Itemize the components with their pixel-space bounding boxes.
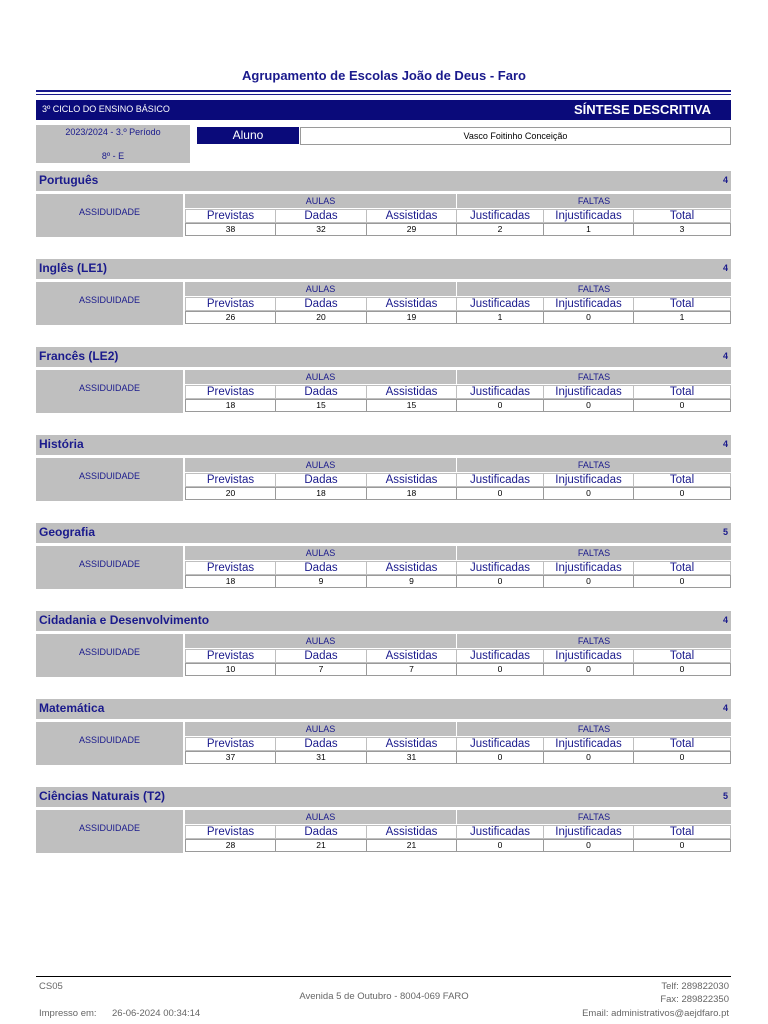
column-header: Injustificadas bbox=[543, 737, 634, 751]
column-header: Dadas bbox=[275, 737, 367, 751]
column-header: Injustificadas bbox=[543, 297, 634, 311]
attendance-value: 1 bbox=[543, 223, 634, 236]
column-header: Assistidas bbox=[366, 737, 457, 751]
column-header: Justificadas bbox=[456, 561, 544, 575]
email: Email: administrativos@aejdfaro.pt bbox=[582, 1008, 729, 1019]
column-header: Assistidas bbox=[366, 209, 457, 223]
column-header: Injustificadas bbox=[543, 385, 634, 399]
attendance-value: 26 bbox=[185, 311, 276, 324]
absences-group-header: FALTAS bbox=[457, 546, 731, 560]
absences-group-header: FALTAS bbox=[457, 370, 731, 384]
absences-group-header: FALTAS bbox=[457, 810, 731, 824]
column-header: Assistidas bbox=[366, 473, 457, 487]
attendance-value: 0 bbox=[543, 751, 634, 764]
attendance-value: 0 bbox=[456, 575, 544, 588]
attendance-value: 0 bbox=[633, 487, 731, 500]
attendance-value: 0 bbox=[456, 751, 544, 764]
header-rule-thin bbox=[36, 94, 731, 95]
subject-grade: 4 bbox=[722, 175, 728, 185]
attendance-value: 0 bbox=[543, 839, 634, 852]
attendance-value: 7 bbox=[275, 663, 367, 676]
column-header: Total bbox=[633, 825, 731, 839]
subject-name: Português bbox=[39, 173, 99, 187]
cycle-label: 3º CICLO DO ENSINO BÁSICO bbox=[42, 104, 170, 114]
classes-group-header: AULAS bbox=[185, 810, 456, 824]
column-header: Total bbox=[633, 209, 731, 223]
attendance-value: 9 bbox=[366, 575, 457, 588]
attendance-value: 15 bbox=[275, 399, 367, 412]
subject-grade: 4 bbox=[722, 439, 728, 449]
column-header: Justificadas bbox=[456, 737, 544, 751]
attendance-value: 18 bbox=[366, 487, 457, 500]
subject-grade: 4 bbox=[722, 615, 728, 625]
column-header: Injustificadas bbox=[543, 649, 634, 663]
attendance-value: 0 bbox=[543, 487, 634, 500]
column-header: Previstas bbox=[185, 825, 276, 839]
attendance-value: 0 bbox=[456, 399, 544, 412]
column-header: Dadas bbox=[275, 561, 367, 575]
subject-header bbox=[36, 699, 731, 719]
column-header: Dadas bbox=[275, 825, 367, 839]
attendance-label: ASSIDUIDADE bbox=[36, 810, 183, 853]
column-header: Assistidas bbox=[366, 385, 457, 399]
subject-header bbox=[36, 347, 731, 367]
subject-header bbox=[36, 523, 731, 543]
attendance-value: 15 bbox=[366, 399, 457, 412]
attendance-value: 31 bbox=[275, 751, 367, 764]
subject-name: História bbox=[39, 437, 84, 451]
subject-block bbox=[36, 523, 731, 601]
attendance-value: 2 bbox=[456, 223, 544, 236]
attendance-value: 0 bbox=[456, 839, 544, 852]
subject-block bbox=[36, 787, 731, 865]
column-header: Total bbox=[633, 297, 731, 311]
subject-grade: 4 bbox=[722, 263, 728, 273]
column-header: Dadas bbox=[275, 209, 367, 223]
attendance-value: 18 bbox=[185, 399, 276, 412]
classes-group-header: AULAS bbox=[185, 370, 456, 384]
attendance-value: 21 bbox=[366, 839, 457, 852]
attendance-value: 0 bbox=[633, 575, 731, 588]
form-code: CS05 bbox=[39, 981, 63, 992]
absences-group-header: FALTAS bbox=[457, 722, 731, 736]
column-header: Dadas bbox=[275, 385, 367, 399]
column-header: Previstas bbox=[185, 385, 276, 399]
column-header: Dadas bbox=[275, 297, 367, 311]
school-period: 2023/2024 - 3.º Período bbox=[65, 127, 161, 137]
subject-name: Inglês (LE1) bbox=[39, 261, 108, 275]
attendance-value: 31 bbox=[366, 751, 457, 764]
attendance-value: 0 bbox=[543, 663, 634, 676]
subject-header bbox=[36, 787, 731, 807]
column-header: Justificadas bbox=[456, 297, 544, 311]
subject-grade: 4 bbox=[722, 703, 728, 713]
attendance-value: 19 bbox=[366, 311, 457, 324]
attendance-value: 32 bbox=[275, 223, 367, 236]
attendance-value: 0 bbox=[543, 399, 634, 412]
attendance-value: 7 bbox=[366, 663, 457, 676]
column-header: Justificadas bbox=[456, 825, 544, 839]
document-title: SÍNTESE DESCRITIVA bbox=[573, 102, 711, 117]
class-name: 8º - E bbox=[101, 151, 125, 161]
attendance-value: 0 bbox=[633, 839, 731, 852]
phone: Telf: 289822030 bbox=[661, 981, 729, 992]
subject-block bbox=[36, 347, 731, 425]
printed-label: Impresso em: bbox=[39, 1008, 97, 1019]
column-header: Justificadas bbox=[456, 385, 544, 399]
subject-name: Matemática bbox=[39, 701, 105, 715]
subject-name: Geografia bbox=[39, 525, 96, 539]
subject-block bbox=[36, 611, 731, 689]
column-header: Justificadas bbox=[456, 649, 544, 663]
subject-name: Ciências Naturais (T2) bbox=[39, 789, 166, 803]
column-header: Justificadas bbox=[456, 209, 544, 223]
subject-grade: 5 bbox=[722, 791, 728, 801]
column-header: Justificadas bbox=[456, 473, 544, 487]
column-header: Previstas bbox=[185, 209, 276, 223]
subject-name: Francês (LE2) bbox=[39, 349, 119, 363]
footer-rule bbox=[36, 976, 731, 977]
classes-group-header: AULAS bbox=[185, 546, 456, 560]
attendance-label: ASSIDUIDADE bbox=[36, 634, 183, 677]
attendance-value: 0 bbox=[543, 575, 634, 588]
school-address: Avenida 5 de Outubro - 8004-069 FARO bbox=[299, 991, 469, 1002]
column-header: Injustificadas bbox=[543, 209, 634, 223]
attendance-value: 29 bbox=[366, 223, 457, 236]
student-name: Vasco Foitinho Conceição bbox=[300, 127, 731, 145]
column-header: Assistidas bbox=[366, 561, 457, 575]
attendance-label: ASSIDUIDADE bbox=[36, 458, 183, 501]
column-header: Dadas bbox=[275, 473, 367, 487]
column-header: Previstas bbox=[185, 297, 276, 311]
classes-group-header: AULAS bbox=[185, 458, 456, 472]
attendance-value: 0 bbox=[633, 399, 731, 412]
attendance-value: 3 bbox=[633, 223, 731, 236]
attendance-value: 0 bbox=[543, 311, 634, 324]
subject-grade: 4 bbox=[722, 351, 728, 361]
column-header: Injustificadas bbox=[543, 825, 634, 839]
attendance-value: 37 bbox=[185, 751, 276, 764]
header-rule bbox=[36, 90, 731, 92]
attendance-label: ASSIDUIDADE bbox=[36, 370, 183, 413]
absences-group-header: FALTAS bbox=[457, 458, 731, 472]
absences-group-header: FALTAS bbox=[457, 634, 731, 648]
attendance-value: 10 bbox=[185, 663, 276, 676]
subject-block bbox=[36, 435, 731, 513]
column-header: Total bbox=[633, 473, 731, 487]
classes-group-header: AULAS bbox=[185, 634, 456, 648]
column-header: Injustificadas bbox=[543, 561, 634, 575]
subject-header bbox=[36, 435, 731, 455]
attendance-label: ASSIDUIDADE bbox=[36, 722, 183, 765]
attendance-value: 20 bbox=[275, 311, 367, 324]
subject-block bbox=[36, 699, 731, 777]
subject-header bbox=[36, 611, 731, 631]
column-header: Dadas bbox=[275, 649, 367, 663]
subject-grade: 5 bbox=[722, 527, 728, 537]
column-header: Previstas bbox=[185, 561, 276, 575]
classes-group-header: AULAS bbox=[185, 194, 456, 208]
column-header: Previstas bbox=[185, 737, 276, 751]
subject-block bbox=[36, 259, 731, 337]
subject-header bbox=[36, 259, 731, 279]
printed-date: 26-06-2024 00:34:14 bbox=[112, 1008, 201, 1019]
attendance-value: 9 bbox=[275, 575, 367, 588]
attendance-value: 1 bbox=[633, 311, 731, 324]
classes-group-header: AULAS bbox=[185, 722, 456, 736]
fax: Fax: 289822350 bbox=[660, 994, 729, 1005]
absences-group-header: FALTAS bbox=[457, 282, 731, 296]
subject-block bbox=[36, 171, 731, 249]
subject-name: Cidadania e Desenvolvimento bbox=[39, 613, 210, 627]
column-header: Total bbox=[633, 385, 731, 399]
subject-header bbox=[36, 171, 731, 191]
attendance-label: ASSIDUIDADE bbox=[36, 282, 183, 325]
attendance-value: 18 bbox=[185, 575, 276, 588]
column-header: Assistidas bbox=[366, 297, 457, 311]
column-header: Total bbox=[633, 561, 731, 575]
period-box bbox=[36, 125, 190, 163]
attendance-value: 21 bbox=[275, 839, 367, 852]
attendance-value: 20 bbox=[185, 487, 276, 500]
column-header: Total bbox=[633, 649, 731, 663]
column-header: Previstas bbox=[185, 649, 276, 663]
column-header: Previstas bbox=[185, 473, 276, 487]
attendance-value: 38 bbox=[185, 223, 276, 236]
column-header: Total bbox=[633, 737, 731, 751]
attendance-value: 1 bbox=[456, 311, 544, 324]
column-header: Injustificadas bbox=[543, 473, 634, 487]
attendance-value: 28 bbox=[185, 839, 276, 852]
attendance-value: 18 bbox=[275, 487, 367, 500]
attendance-label: ASSIDUIDADE bbox=[36, 194, 183, 237]
attendance-label: ASSIDUIDADE bbox=[36, 546, 183, 589]
school-name: Agrupamento de Escolas João de Deus - Faro bbox=[242, 68, 526, 83]
attendance-value: 0 bbox=[456, 663, 544, 676]
attendance-value: 0 bbox=[633, 751, 731, 764]
student-label: Aluno bbox=[197, 127, 299, 144]
attendance-value: 0 bbox=[633, 663, 731, 676]
column-header: Assistidas bbox=[366, 825, 457, 839]
absences-group-header: FALTAS bbox=[457, 194, 731, 208]
column-header: Assistidas bbox=[366, 649, 457, 663]
classes-group-header: AULAS bbox=[185, 282, 456, 296]
title-bar bbox=[36, 100, 731, 120]
attendance-value: 0 bbox=[456, 487, 544, 500]
